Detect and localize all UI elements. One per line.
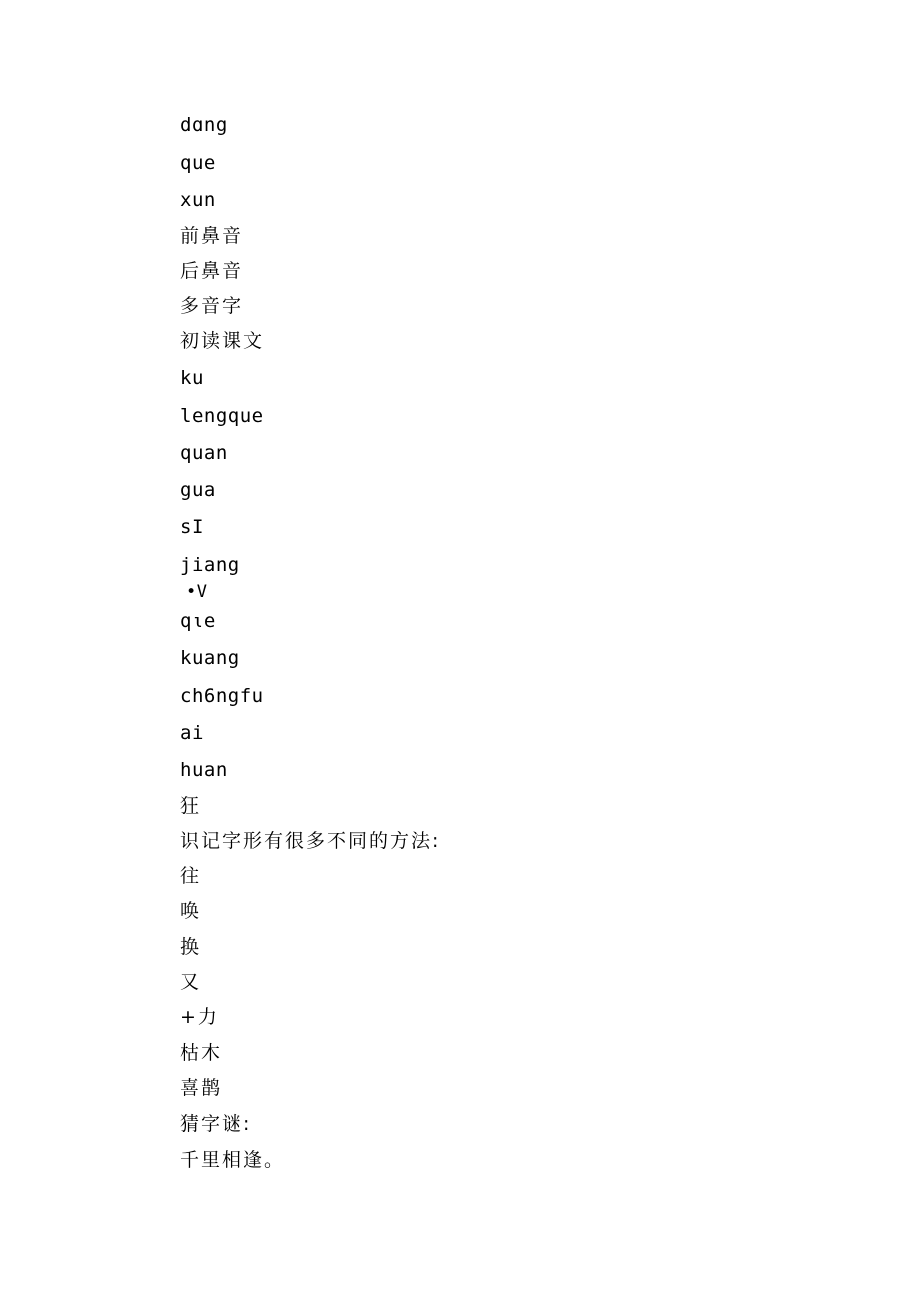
- text-line: kuang: [180, 647, 240, 669]
- text-line: 前鼻音: [180, 225, 244, 247]
- text-line: ai: [180, 722, 204, 744]
- text-line: 唤: [180, 900, 202, 922]
- text-line: 狂: [180, 795, 202, 817]
- text-line: quan: [180, 442, 228, 464]
- text-line: xun: [180, 189, 216, 211]
- text-line: ku: [180, 367, 204, 389]
- text-line: 换: [180, 936, 202, 958]
- text-line: 又: [180, 971, 202, 993]
- text-line: 后鼻音: [180, 260, 244, 282]
- text-line: 初读课文: [180, 330, 265, 352]
- text-line: 枯木: [180, 1042, 223, 1064]
- text-line: 喜鹊: [180, 1077, 223, 1099]
- text-line: 往: [180, 865, 202, 887]
- text-line: •V: [186, 582, 208, 602]
- text-line: +力: [180, 1006, 219, 1028]
- text-line: huan: [180, 759, 228, 781]
- text-line: 猜字谜:: [180, 1113, 252, 1135]
- text-line: lengque: [180, 405, 264, 427]
- text-line: gua: [180, 479, 216, 501]
- text-line: sI: [180, 516, 204, 538]
- text-line: jiang: [180, 554, 240, 576]
- text-line: ch6ngfu: [180, 685, 264, 707]
- text-line: que: [180, 152, 216, 174]
- text-line: qιe: [180, 610, 216, 632]
- text-line: dɑng: [180, 114, 228, 136]
- text-line: 识记字形有很多不同的方法:: [180, 830, 441, 852]
- text-line: 千里相逢。: [180, 1149, 286, 1171]
- text-line: 多音字: [180, 295, 244, 317]
